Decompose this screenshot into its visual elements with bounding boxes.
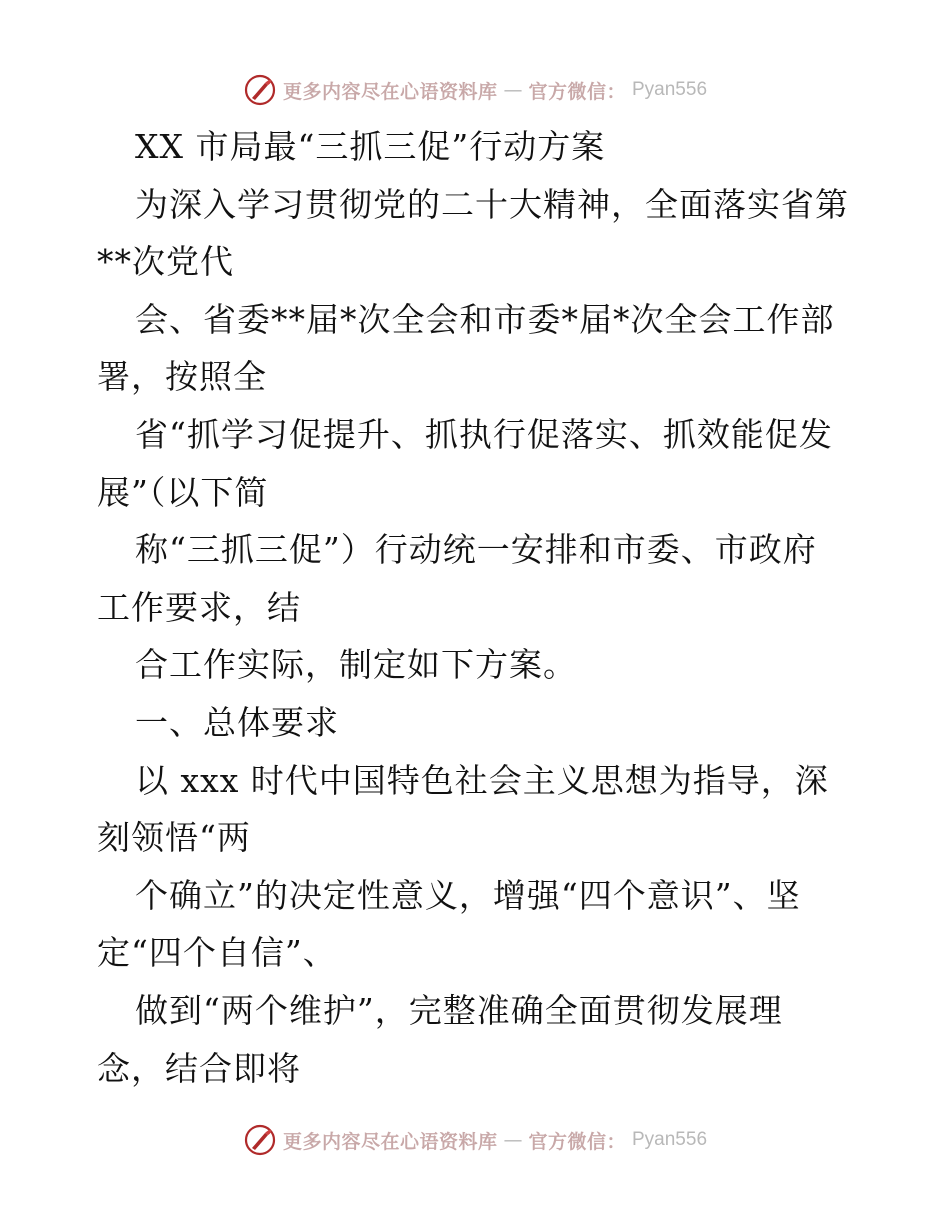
document-body bbox=[97, 118, 867, 1097]
paragraph-line: 定“四个自信”、 bbox=[97, 933, 337, 973]
watermark-text: 更多内容尽在心语资料库 bbox=[282, 80, 498, 103]
paragraph-line: 合工作实际，制定如下方案。 bbox=[135, 645, 577, 685]
section-heading: 一、总体要求 bbox=[135, 702, 339, 742]
paragraph-line: **次党代 bbox=[97, 242, 234, 282]
paragraph-line: 称“三抓三促”）行动统一安排和市委、市政府 bbox=[135, 530, 817, 570]
paragraph-line: 为深入学习贯彻党的二十大精神，全面落实省第 bbox=[135, 184, 849, 224]
paragraph-line: 署，按照全 bbox=[97, 357, 267, 397]
watermark-separator: — bbox=[503, 79, 523, 101]
paragraph-line: 省“抓学习促提升、抓执行促落实、抓效能促发 bbox=[135, 414, 833, 454]
watermark-contact-label: 官方微信： bbox=[528, 80, 626, 103]
watermark-contact-label: 官方微信： bbox=[528, 1130, 626, 1153]
paragraph-line: 念，结合即将 bbox=[97, 1048, 301, 1088]
watermark-text: 更多内容尽在心语资料库 bbox=[282, 1130, 498, 1153]
paragraph-line: 做到“两个维护”，完整准确全面贯彻发展理 bbox=[135, 990, 783, 1030]
paragraph-line: 刻领悟“两 bbox=[97, 818, 251, 858]
watermark-contact-id: Pyan556 bbox=[632, 79, 708, 100]
header-watermark bbox=[0, 70, 950, 110]
watermark-contact-id: Pyan556 bbox=[632, 1129, 708, 1150]
paragraph-line: 工作要求，结 bbox=[97, 587, 301, 627]
paragraph-line: 会、省委**届*次全会和市委*届*次全会工作部 bbox=[135, 299, 835, 339]
paragraph-line: 以 xxx 时代中国特色社会主义思想为指导，深 bbox=[135, 760, 829, 800]
watermark-separator: — bbox=[503, 1129, 523, 1151]
quill-pen-icon bbox=[243, 73, 277, 107]
quill-pen-icon bbox=[243, 1123, 277, 1157]
paragraph-line: 个确立”的决定性意义，增强“四个意识”、坚 bbox=[135, 875, 801, 915]
paragraph-line: 展”（以下简 bbox=[97, 472, 269, 512]
footer-watermark bbox=[0, 1120, 950, 1160]
document-title: XX 市局最“三抓三促”行动方案 bbox=[135, 127, 606, 166]
